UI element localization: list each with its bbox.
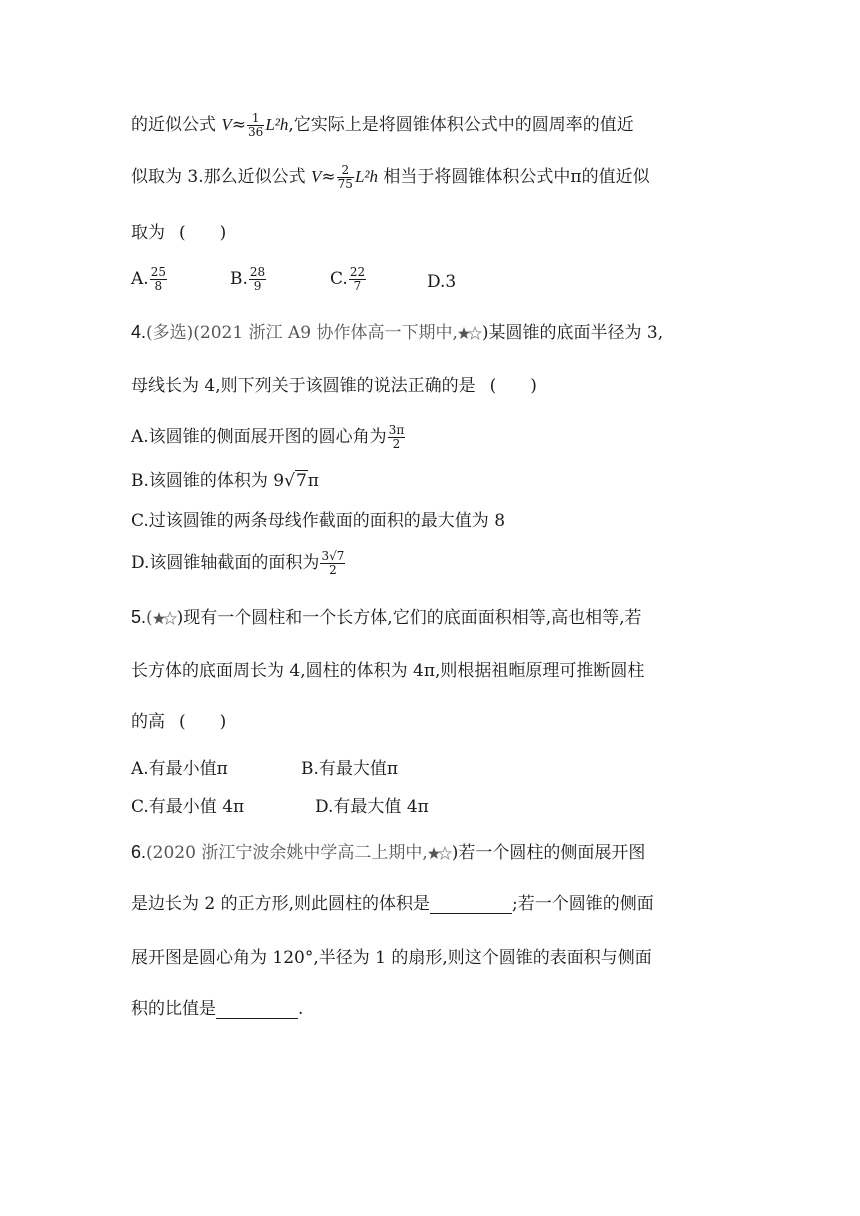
q5-option-d[interactable]: D.有最大值 4π — [315, 797, 429, 817]
formula-L2h: L²h — [354, 167, 379, 186]
question-source: (2020 浙江宁波余姚中学高二上期中, — [146, 843, 428, 863]
option-fraction — [249, 266, 266, 293]
q5-line-2 — [131, 656, 644, 681]
two-star-difficulty-icon — [153, 611, 177, 627]
q5-option-c[interactable]: C.有最小值 4π — [131, 797, 245, 817]
two-star-difficulty-icon — [428, 846, 452, 862]
frac-den: 7 — [353, 279, 362, 293]
q3-option-d[interactable]: D.3 — [427, 272, 457, 292]
q6-stem-text: 积的比值是 — [131, 999, 216, 1019]
option-fraction — [320, 550, 345, 577]
q6-stem-start: )若一个圆柱的侧面展开图 — [451, 843, 646, 863]
q6-line-2 — [131, 889, 654, 914]
q3-line-1 — [131, 110, 634, 139]
q6-stem-text: . — [298, 999, 304, 1019]
q6-line-4 — [131, 994, 303, 1019]
q5-stem-mid: 长方体的底面周长为 4,圆柱的体积为 4π,则根据祖暅原理可推断圆柱 — [131, 661, 645, 681]
frac-num: 22 — [349, 265, 366, 279]
question-number: 5. — [131, 607, 147, 627]
frac-den: 75 — [337, 177, 353, 191]
option-fraction — [349, 266, 366, 293]
option-text: D.该圆锥轴截面的面积为 — [131, 553, 320, 573]
q3-line2-text: 似取为 3.那么近似公式 — [131, 167, 312, 187]
question-source: ( — [146, 608, 153, 628]
q4-stem-start: )某圆锥的底面半径为 3, — [481, 323, 664, 343]
q3-line2-post: 相当于将圆锥体积公式中π的值近似 — [378, 167, 650, 187]
q6-stem-text: 是边长为 2 的正方形,则此圆柱的体积是 — [131, 894, 431, 914]
frac-num: 3√7 — [321, 549, 345, 563]
fraction-1-36 — [247, 112, 264, 139]
sqrt-expression: √7 — [284, 471, 307, 491]
frac-den: 9 — [253, 279, 262, 293]
q6-line-3 — [131, 943, 652, 968]
q3-line-3 — [131, 218, 226, 243]
q4-option-a[interactable] — [131, 422, 406, 451]
q4-option-c[interactable] — [131, 506, 505, 531]
q3-option-b[interactable] — [230, 266, 267, 293]
approx-symbol: ≈ — [321, 167, 336, 187]
option-label: A. — [131, 269, 149, 289]
option-text: B.该圆锥的体积为 9 — [131, 471, 285, 491]
option-fraction — [388, 424, 406, 451]
answer-blank-2[interactable] — [216, 1002, 298, 1019]
question-number: 4. — [131, 322, 147, 342]
frac-den: 2 — [392, 437, 401, 451]
q5-stem-end: 的高 — [131, 712, 165, 732]
option-fraction — [150, 266, 167, 293]
formula-L2h: L²h — [265, 115, 289, 134]
frac-num: 2 — [337, 164, 354, 178]
option-text: A.该圆锥的侧面展开图的圆心角为 — [131, 427, 387, 447]
frac-den: 2 — [329, 563, 337, 577]
question-number: 6. — [131, 842, 147, 862]
fraction-2-75 — [337, 164, 354, 191]
approx-symbol: ≈ — [231, 115, 247, 135]
answer-paren: ( ) — [179, 712, 227, 732]
answer-blank-1[interactable] — [430, 897, 512, 914]
option-label: C. — [330, 269, 348, 289]
q6-line-1 — [131, 838, 645, 863]
answer-paren: ( ) — [489, 376, 537, 396]
answer-paren: ( ) — [179, 223, 227, 243]
q3-line-2 — [131, 162, 650, 191]
q4-option-b[interactable] — [131, 466, 319, 491]
frac-num: 25 — [150, 265, 166, 279]
q4-line-2 — [131, 371, 537, 396]
volume-symbol: V — [221, 115, 232, 134]
option-text: C.过该圆锥的两条母线作截面的面积的最大值为 8 — [131, 511, 506, 531]
q3-line1-post: ,它实际上是将圆锥体积公式中的圆周率的值近 — [288, 115, 634, 135]
q3-option-a[interactable] — [131, 266, 168, 293]
question-tag: (多选) — [146, 323, 194, 343]
q5-line-1 — [131, 603, 642, 628]
q4-option-d[interactable] — [131, 548, 346, 577]
q5-line-3 — [131, 707, 226, 732]
q3-option-c[interactable] — [330, 266, 367, 293]
radicand: 7 — [295, 471, 307, 491]
two-star-difficulty-icon — [458, 326, 482, 342]
q5-option-a[interactable]: A.有最小值π — [131, 759, 228, 779]
q6-stem-text: ;若一个圆锥的侧面 — [512, 894, 654, 914]
q3-line1-text: 的近似公式 — [131, 115, 222, 135]
frac-num: 28 — [249, 265, 266, 279]
frac-den: 36 — [248, 125, 264, 139]
q4-stem-rest: 母线长为 4,则下列关于该圆锥的说法正确的是 — [131, 376, 476, 396]
q5-stem-start: )现有一个圆柱和一个长方体,它们的底面面积相等,高也相等,若 — [176, 608, 642, 628]
q4-line-1 — [131, 318, 663, 343]
question-source: (2021 浙江 A9 协作体高一下期中, — [193, 323, 458, 343]
frac-den: 8 — [154, 279, 163, 293]
frac-num: 3π — [388, 423, 405, 437]
pi-symbol: π — [307, 471, 319, 491]
option-label: B. — [230, 269, 248, 289]
volume-symbol: V — [311, 167, 322, 186]
frac-num: 1 — [247, 112, 264, 126]
q5-option-b[interactable]: B.有最大值π — [301, 759, 399, 779]
q6-stem-text: 展开图是圆心角为 120°,半径为 1 的扇形,则这个圆锥的表面积与侧面 — [131, 948, 652, 968]
q3-line3-text: 取为 — [131, 223, 165, 243]
